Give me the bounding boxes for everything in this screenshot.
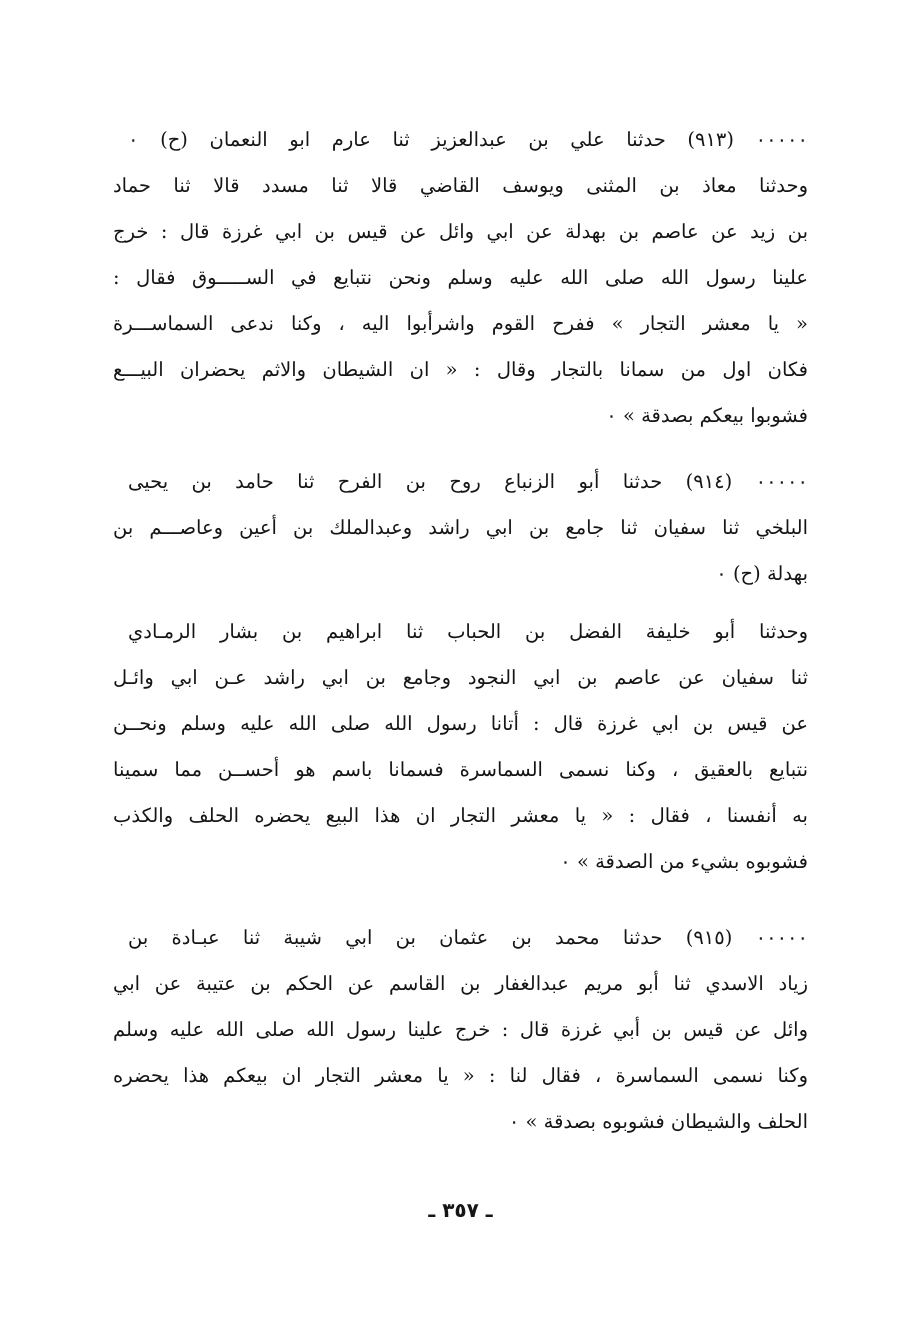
text-line: بهدلة (ح) ٠ [716,562,808,585]
text-line: عن قيس بن ابي غرزة قال : أتانا رسول الله صلى الله عليه وسلم ونحــن [113,712,808,735]
text-line: وكنا نسمى السماسرة ، فقال لنا : « يا معشر التجار ان بيعكم هذا يحضره [113,1064,808,1087]
text-line: ٠٠٠٠٠ (٩١٥) حدثنا محمد بن عثمان بن ابي شيبة ثنا عبـادة بن [128,926,808,949]
text-line: وحدثنا معاذ بن المثنى ويوسف القاضي قالا ثنا مسدد قالا ثنا حماد [113,174,808,197]
text-line: الحلف والشيطان فشوبوه بصدقة » ٠ [508,1110,808,1133]
text-line: بن زيد عن عاصم بن بهدلة عن ابي وائل عن قيس بن ابي غرزة قال : خرج [113,220,808,243]
text-line: « يا معشر التجار » ففرح القوم واشرأبوا اليه ، وكنا ندعى السماســـرة [113,312,808,335]
text-line: نتبايع بالعقيق ، وكنا نسمى السماسرة فسمانا باسم هو أحســن مما سمينا [113,758,808,781]
text-line: زياد الاسدي ثنا أبو مريم عبدالغفار بن القاسم عن الحكم بن عتيبة عن ابي [113,972,808,995]
text-line: ٠٠٠٠٠ (٩١٣) حدثنا علي بن عبدالعزيز ثنا عارم ابو النعمان (ح) ٠ [128,128,808,151]
text-line: البلخي ثنا سفيان ثنا جامع بن ابي راشد وعبدالملك بن أعين وعاصـــم بن [113,516,808,539]
text-line: فشوبوه بشيء من الصدقة » ٠ [560,850,808,873]
text-line: فشوبوا بيعكم بصدقة » ٠ [606,404,808,427]
text-line: فكان اول من سمانا بالتجار وقال : « ان الشيطان والاثم يحضران البيـــع [113,358,808,381]
text-line: علينا رسول الله صلى الله عليه وسلم ونحن نتبايع في الســـــوق فقال : [113,266,808,289]
text-line: به أنفسنا ، فقال : « يا معشر التجار ان هذا البيع يحضره الحلف والكذب [113,804,808,827]
text-line: ثنا سفيان عن عاصم بن ابي النجود وجامع بن ابي راشد عـن ابي وائـل [113,666,808,689]
text-line: ٠٠٠٠٠ (٩١٤) حدثنا أبو الزنباع روح بن الفرح ثنا حامد بن يحيى [128,470,808,493]
page-number: ـ ٣٥٧ ـ [428,1198,493,1222]
text-line: وائل عن قيس بن أبي غرزة قال : خرج علينا رسول الله صلى الله عليه وسلم [113,1018,808,1041]
text-line: وحدثنا أبو خليفة الفضل بن الحباب ثنا ابراهيم بن بشار الرمـادي [128,620,808,643]
